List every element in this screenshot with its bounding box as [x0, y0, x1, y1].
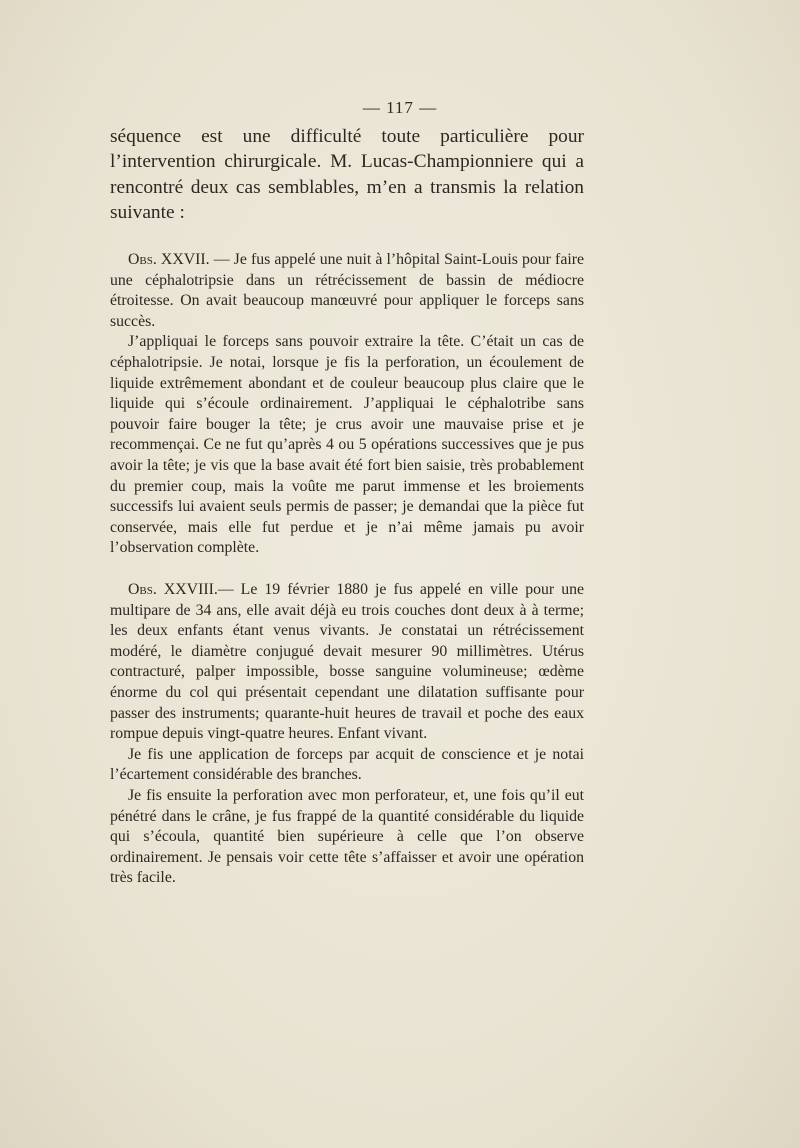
obs28-label: Obs. XXVIII.	[128, 581, 218, 598]
obs27-label: Obs. XXVII.	[128, 251, 210, 268]
obs28-paragraph-3: Je fis ensuite la perforation avec mon perforateur, et, une fois qu’il eut pénétré dans le crâne, je fus frappé de la quantité considérable du liquide qui s’écoula, quantité bien supérieure à celle que l’on observe ordinairement. Je pensais voir cette tête s’affaisser et avoir une opération très facile.	[110, 786, 584, 887]
observation-27	[110, 250, 584, 559]
observation-28	[110, 580, 584, 889]
obs27-paragraph-2: J’appliquai le forceps sans pouvoir extraire la tête. C’était un cas de céphalotripsie. Je notai, lorsque je fis la perforation, un écoulement de liquide extrêmement abondant et de couleur beaucoup plus claire que le liquide qui s’écoule ordinairement. J’appliquai le céphalotribe sans pouvoir faire bouger la tête; je crus avoir une mauvaise prise et je recommençai. Ce ne fut qu’après 4 ou 5 opérations successives que je pus avoir la tête; je vis que la base avait été fort bien saisie, très probablement du premier coup, mais la voûte me parut immense et les broiements successifs lui avaient seuls permis de passer; je demandai que la pièce fut conservée, mais elle fut perdue et je n’ai même jamais pu avoir l’observation complète.	[110, 333, 584, 557]
obs28-paragraph-2: Je fis une application de forceps par acquit de conscience et je notai l’écartement considérable des branches.	[110, 745, 584, 784]
obs27-paragraph-1	[110, 250, 584, 332]
obs27-text-1: — Je fus appelé une nuit à l’hôpital Saint-Louis pour faire une céphalotripsie dans un rétrécissement de bassin de médiocre étroitesse. On avait beaucoup manœuvré pour appliquer le forceps sans succès.	[110, 251, 584, 330]
page-number: — 117 —	[362, 98, 438, 117]
intro-paragraph	[110, 124, 584, 225]
intro-text: séquence est une difficulté toute particulière pour l’intervention chirurgicale. M. Lucas-Championniere qui a rencontré deux cas semblables, m’en a transmis la relation suivante :	[110, 126, 584, 223]
obs28-paragraph-1	[110, 580, 584, 745]
obs28-text-1: — Le 19 février 1880 je fus appelé en ville pour une multipare de 34 ans, elle avait déjà eu trois couches dont deux à à terme; les deux enfants étant venus vivants. Je constatai un rétrécissement modéré, le diamètre conjugué devait mesurer 90 millimètres. Utérus contracturé, palper impossible, bosse sanguine volumineuse; œdème énorme du col qui présentait cependant une dilatation suffisante pour passer des instruments; quarante-huit heures de travail et poche des eaux rompue depuis vingt-quatre heures. Enfant vivant.	[110, 581, 585, 743]
